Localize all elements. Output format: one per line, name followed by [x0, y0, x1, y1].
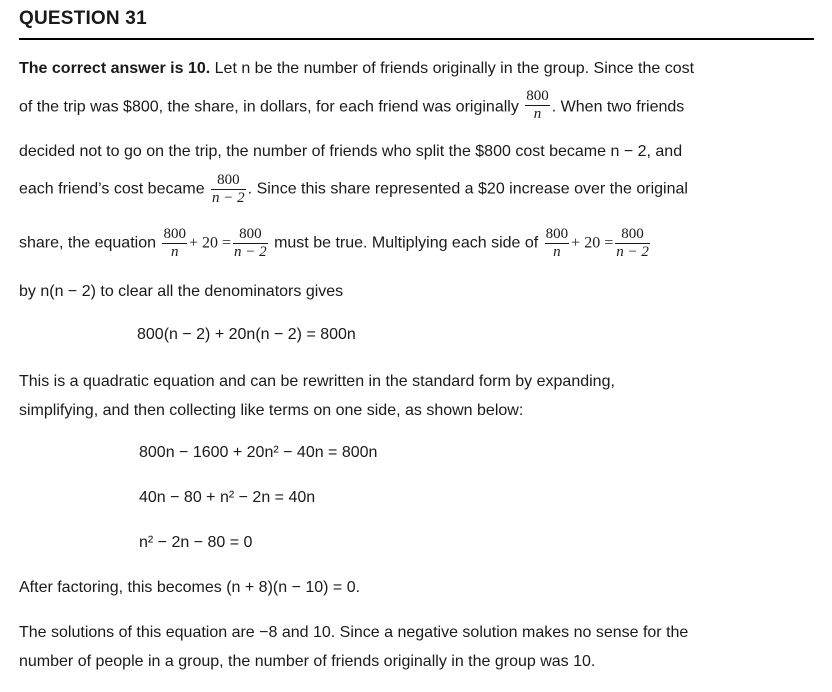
equation-2: 800n − 1600 + 20n² − 40n = 800n: [139, 444, 378, 461]
p1-line-5: [19, 226, 652, 261]
equation-frac-right: [233, 226, 268, 261]
equation-frac-left-2: [545, 226, 570, 261]
p3-line: After factoring, this becomes (n + 8)(n − 10) = 0.: [19, 579, 361, 596]
p1-text-5b: must be true. Multiplying each side of: [274, 234, 539, 252]
fraction-800-over-n: [525, 88, 550, 123]
p1-text-3: decided not to go on the trip, the number of friends who split the $800 cost became n − 2, and: [19, 143, 683, 160]
equation-plus-20: + 20 =: [188, 234, 231, 252]
p1-line-4: [19, 172, 688, 207]
fraction-denominator: n: [553, 244, 561, 260]
question-title: QUESTION 31: [19, 8, 147, 29]
p4-line-2: number of people in a group, the number of friends originally in the group was 10.: [19, 653, 596, 670]
fraction-numerator: 800: [615, 226, 650, 244]
fraction-800-over-n-minus-2: [211, 172, 246, 207]
equation-frac-right-2: [615, 226, 650, 261]
equation-3: 40n − 80 + n² − 2n = 40n: [139, 489, 316, 506]
equation-frac-left: [162, 226, 187, 261]
p4-line-1: The solutions of this equation are −8 and 10. Since a negative solution makes no sense for the: [19, 624, 689, 641]
p1-text-5a: share, the equation: [19, 234, 156, 252]
p1-line-3: [19, 142, 682, 162]
p1-text-4a: each friend’s cost became: [19, 180, 205, 198]
fraction-denominator: n − 2: [616, 244, 649, 260]
p1-line-2: [19, 90, 684, 125]
equation-plus-20-2: + 20 =: [571, 234, 614, 252]
fraction-numerator: 800: [163, 226, 186, 242]
p1-text-4b: . Since this share represented a $20 increase over the original: [247, 180, 688, 198]
equation-4: n² − 2n − 80 = 0: [139, 534, 253, 551]
fraction-numerator: 800: [526, 88, 549, 104]
p2-line-2: simplifying, and then collecting like terms on one side, as shown below:: [19, 402, 524, 419]
p1-text-2b: . When two friends: [551, 98, 685, 116]
p1-line-1: [19, 59, 694, 79]
fraction-denominator: n − 2: [212, 190, 245, 206]
fraction-numerator: 800: [545, 226, 569, 242]
fraction-denominator: n: [533, 106, 542, 122]
equation-1: 800(n − 2) + 20n(n − 2) = 800n: [137, 326, 356, 343]
title-divider: [19, 38, 814, 40]
p1-text-1: Let n be the number of friends originally in the group. Since the cost: [210, 60, 695, 77]
p2-line-1: This is a quadratic equation and can be rewritten in the standard form by expanding,: [19, 373, 615, 390]
fraction-numerator: 800: [211, 172, 246, 190]
p1-line-6: [19, 282, 343, 302]
answer-lead: The correct answer is 10.: [19, 60, 211, 77]
p1-text-2a: of the trip was $800, the share, in dollars, for each friend was originally: [19, 98, 519, 116]
p1-text-6: by n(n − 2) to clear all the denominators gives: [19, 283, 344, 300]
fraction-denominator: n − 2: [234, 244, 267, 260]
fraction-denominator: n: [170, 244, 179, 260]
fraction-numerator: 800: [233, 226, 268, 244]
